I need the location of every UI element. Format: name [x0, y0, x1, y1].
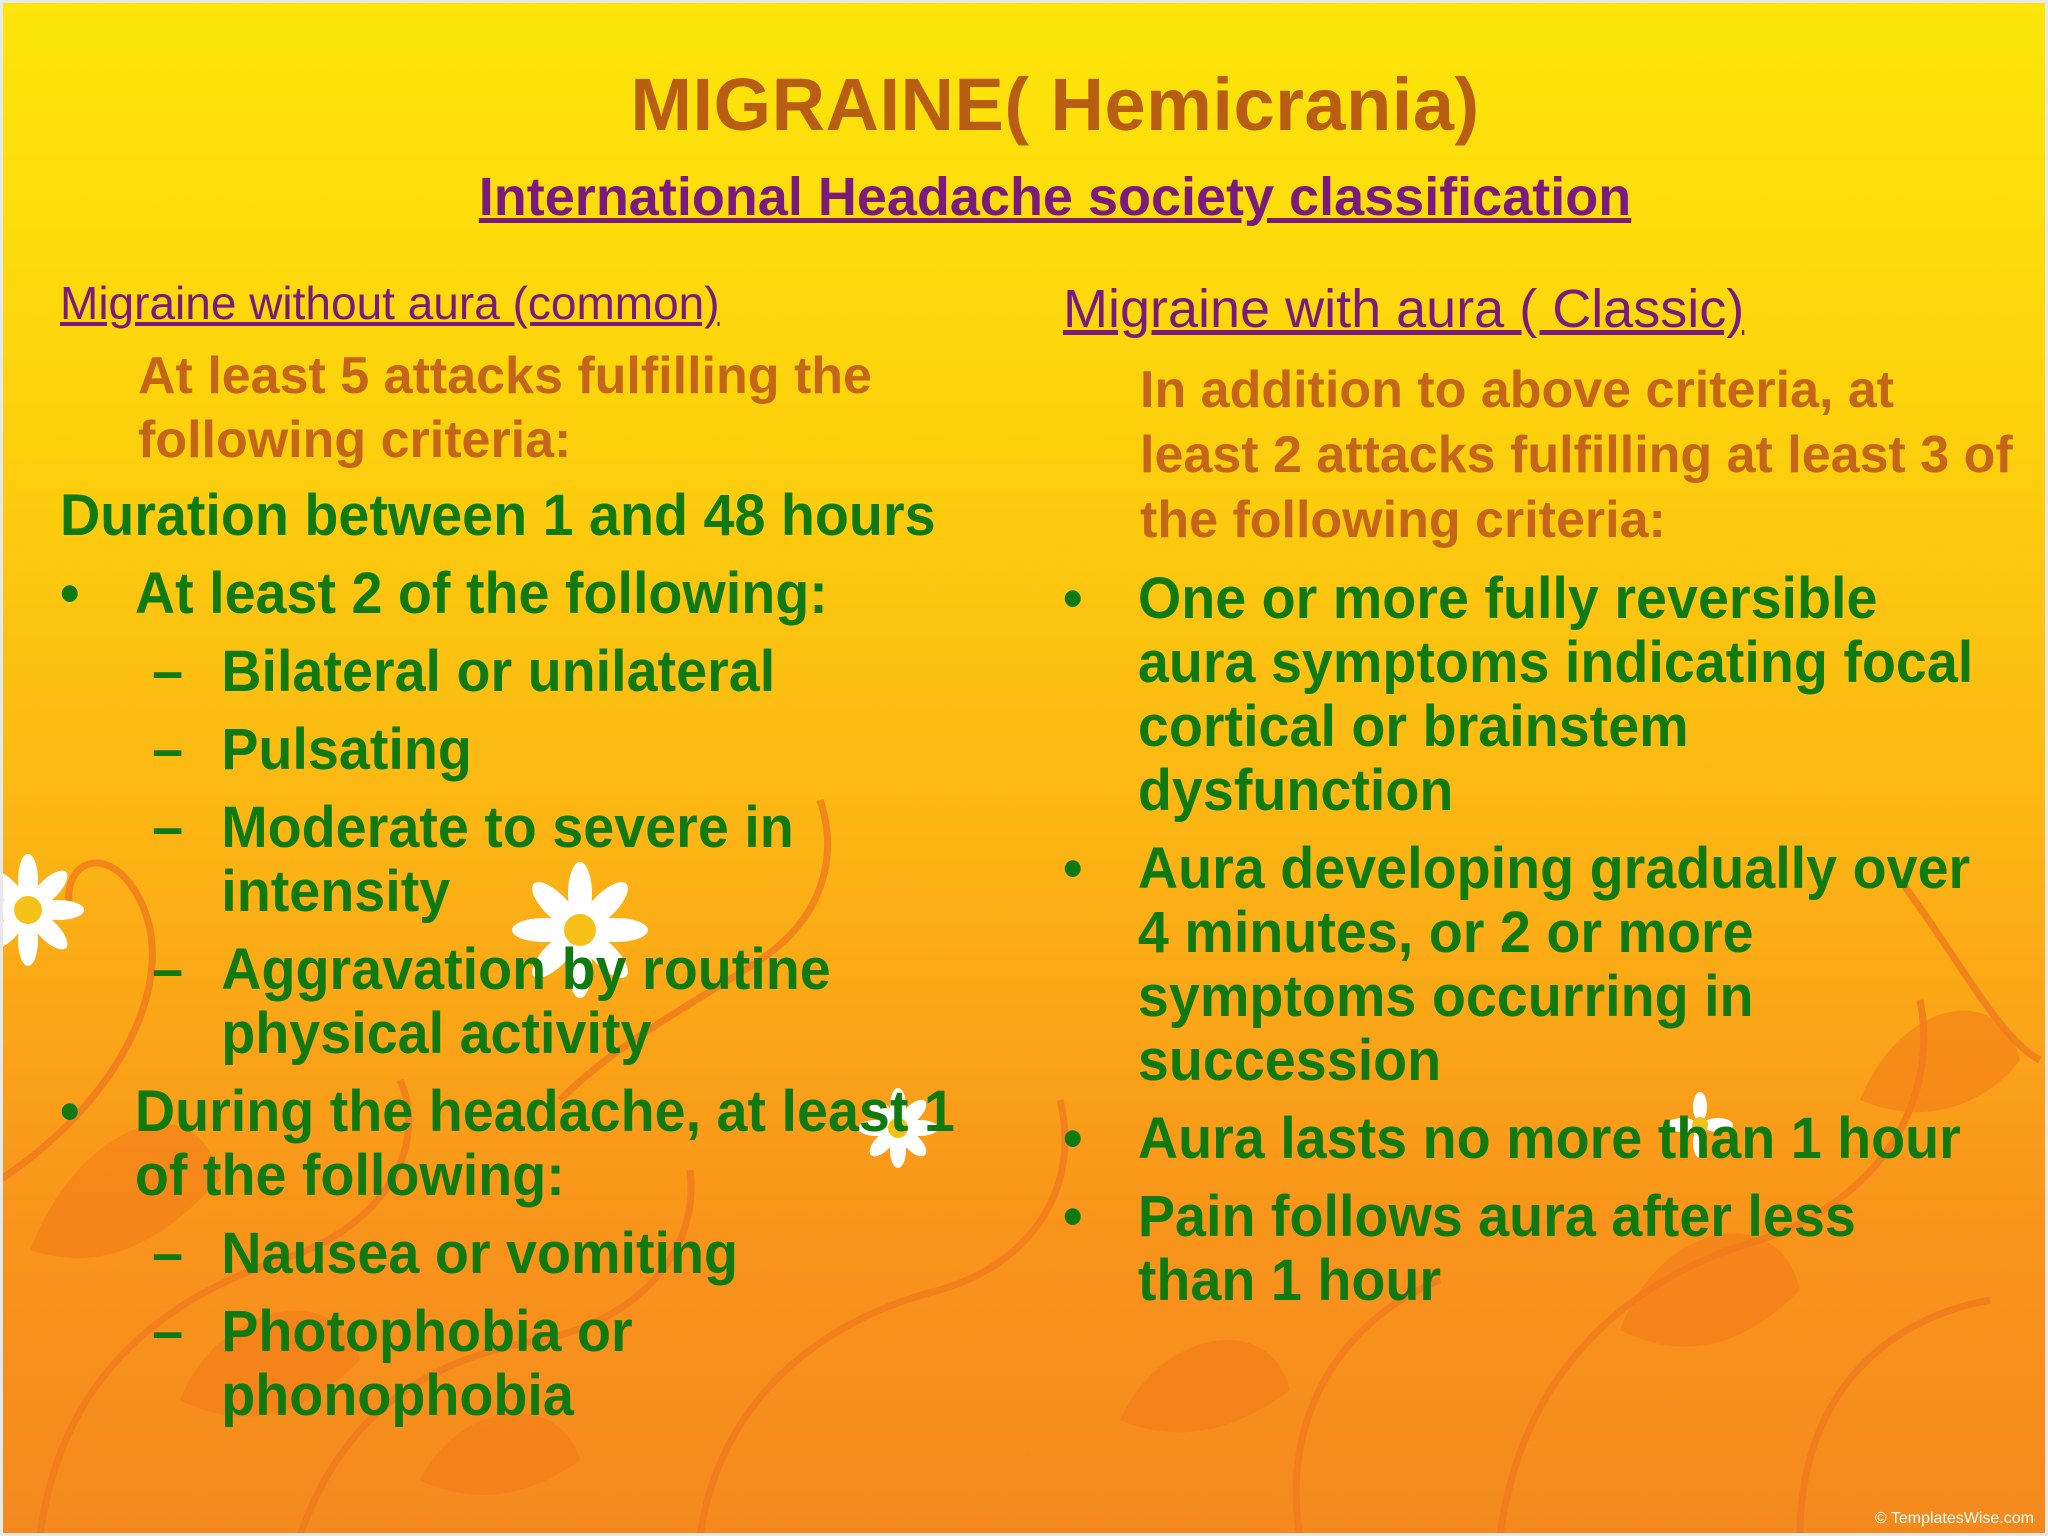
sub-item-text: Bilateral or unilateral [221, 639, 776, 704]
sub-item-text: Pulsating [221, 717, 472, 782]
bullet-icon: • [1063, 1184, 1083, 1249]
watermark: © TemplatesWise.com [1874, 1510, 2034, 1527]
bullet-text: Pain follows aura after less than 1 hour [1137, 1184, 1856, 1313]
bullet-text: During the headache, at least 1 of the following: [134, 1079, 955, 1208]
sub-item-text: Aggravation by routine physical activity [221, 937, 831, 1066]
list-item [60, 1080, 982, 1208]
right-column [1063, 278, 2013, 1313]
sub-list-item [60, 718, 982, 782]
sub-item-text: Photophobia or phonophobia [221, 1299, 633, 1428]
list-item [1063, 1185, 1975, 1313]
dash-icon: – [152, 937, 184, 1002]
bullet-icon: • [60, 1079, 80, 1144]
sub-item-text: Nausea or vomiting [221, 1221, 738, 1286]
bullet-text: At least 2 of the following: [134, 561, 828, 626]
dash-icon: – [152, 639, 184, 704]
sub-list-item [60, 1300, 982, 1428]
slide-title: MIGRAINE( Hemicrania) [630, 63, 1480, 146]
dash-icon: – [152, 795, 184, 860]
left-column [60, 276, 1020, 1428]
bullet-icon: • [1063, 836, 1083, 901]
duration-criterion: Duration between 1 and 48 hours [60, 483, 936, 548]
bullet-icon: • [1063, 1106, 1083, 1171]
sub-item-text: Moderate to severe in intensity [221, 795, 794, 924]
bullet-text: Aura developing gradually over 4 minutes, or 2 or more symptoms occurring in succession [1137, 836, 1971, 1093]
dash-icon: – [152, 1221, 184, 1286]
right-column-heading: Migraine with aura ( Classic) [1063, 279, 1745, 339]
sub-list-item [60, 640, 982, 704]
bullet-text: One or more fully reversible aura symptoms indicating focal cortical or brainstem dysfunction [1137, 566, 1974, 823]
list-item [1063, 1107, 1975, 1171]
dash-icon: – [152, 717, 184, 782]
left-intro: At least 5 attacks fulfilling the following criteria: [138, 347, 872, 469]
list-item [1063, 837, 1975, 1093]
list-item [60, 562, 982, 626]
sub-list-item [60, 938, 982, 1066]
slide-subtitle: International Headache society classification [478, 167, 1632, 227]
sub-list-item [60, 1222, 982, 1286]
sub-list-item [60, 796, 982, 924]
bullet-icon: • [60, 561, 80, 626]
right-intro: In addition to above criteria, at least 2 attacks fulfilling at least 3 of the following criteria: [1140, 361, 2013, 549]
dash-icon: – [152, 1299, 184, 1364]
bullet-icon: • [1063, 566, 1083, 631]
list-item [1063, 567, 1975, 823]
left-column-heading: Migraine without aura (common) [60, 277, 720, 329]
bullet-text: Aura lasts no more than 1 hour [1137, 1106, 1961, 1171]
